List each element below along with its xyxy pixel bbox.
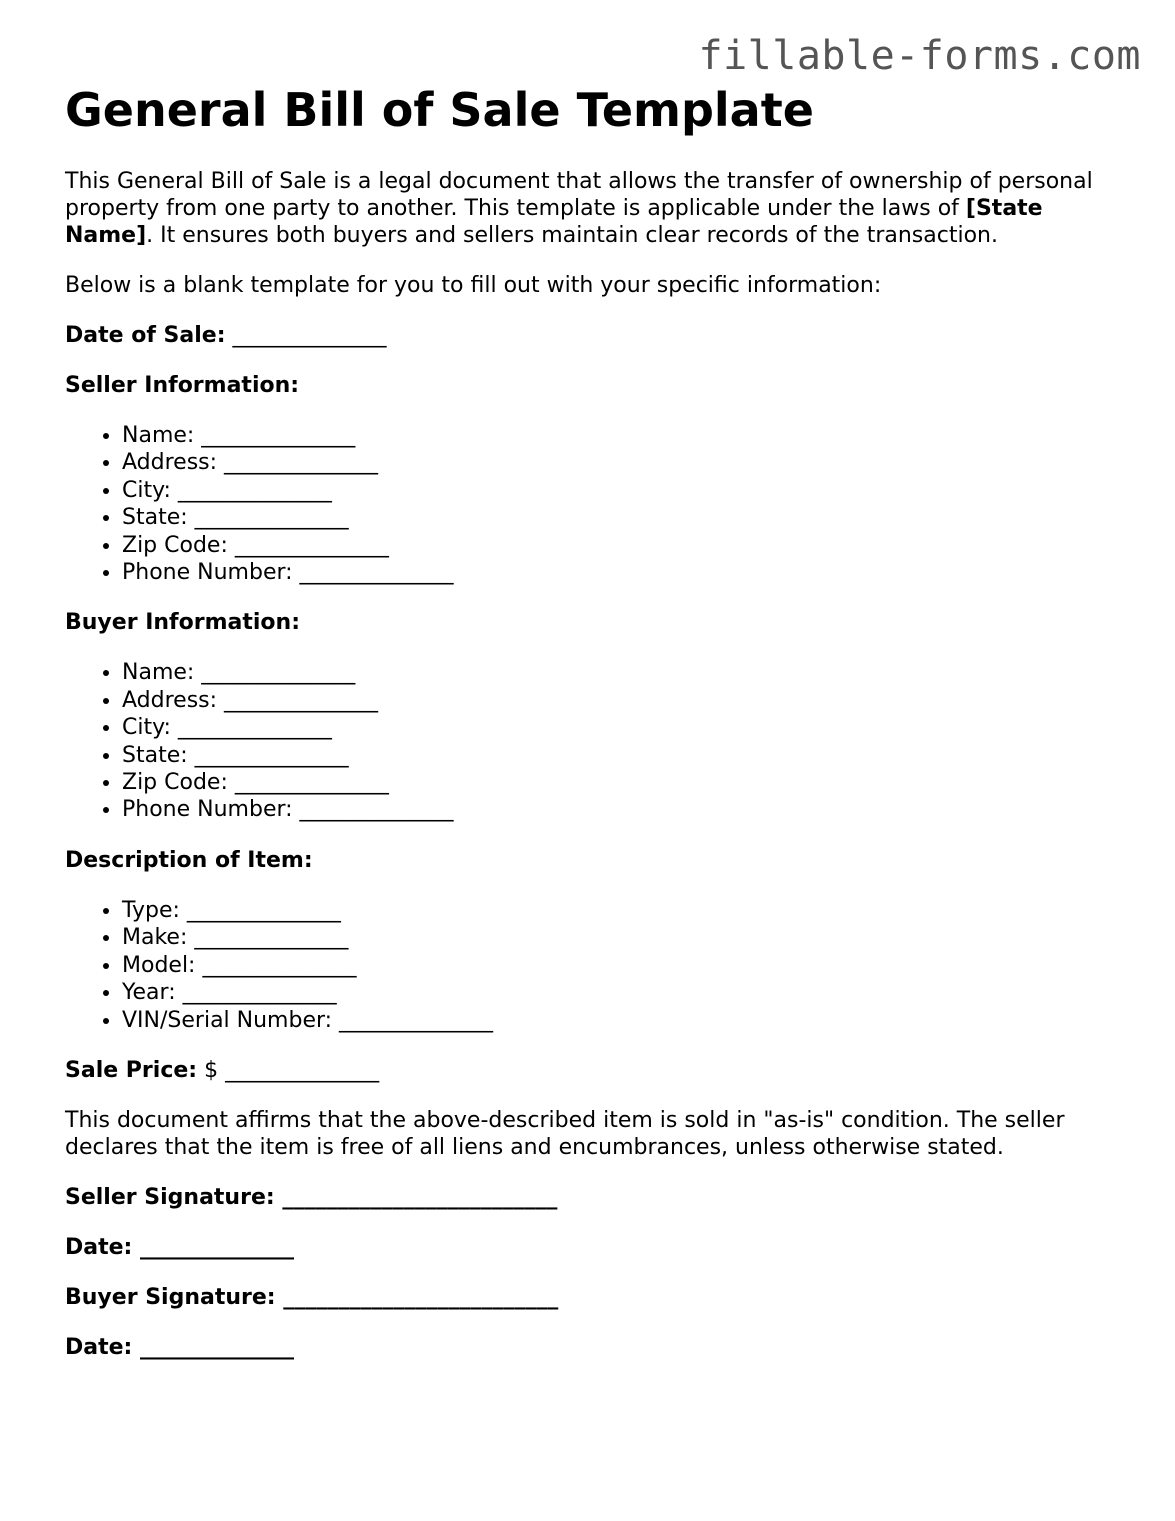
- buyer-signature-line: [65, 1284, 1125, 1311]
- item-heading: Description of Item:: [65, 847, 313, 873]
- instructions-text: Below is a blank template for you to fill out with your specific information:: [65, 273, 882, 298]
- date-of-sale-label: Date of Sale:: [65, 323, 226, 348]
- buyer-signature-label: Buyer Signature:: [65, 1284, 276, 1310]
- buyer-signature-blank[interactable]: _________________________: [283, 1284, 559, 1310]
- seller-zip-field[interactable]: • Zip Code: ______________: [122, 532, 1125, 559]
- seller-date-blank[interactable]: ______________: [140, 1234, 295, 1260]
- buyer-date-line: [65, 1334, 1125, 1361]
- seller-signature-line: [65, 1184, 1125, 1211]
- buyer-name-field[interactable]: • Name: ______________: [122, 659, 1125, 686]
- state-name-placeholder: [State Name]: [65, 196, 1043, 248]
- seller-city-field[interactable]: • City: ______________: [122, 477, 1125, 504]
- buyer-heading: Buyer Information:: [65, 610, 300, 636]
- seller-heading: Seller Information:: [65, 373, 300, 398]
- item-fields-list: [65, 897, 1125, 1034]
- buyer-state-field[interactable]: • State: ______________: [122, 742, 1125, 769]
- buyer-zip-field[interactable]: • Zip Code: ______________: [122, 769, 1125, 796]
- item-year-field[interactable]: • Year: ______________: [122, 979, 1125, 1006]
- buyer-address-field[interactable]: • Address: ______________: [122, 687, 1125, 714]
- item-model-field[interactable]: • Model: ______________: [122, 952, 1125, 979]
- buyer-city-field[interactable]: • City: ______________: [122, 714, 1125, 741]
- sale-price-blank[interactable]: $ ______________: [204, 1057, 380, 1083]
- seller-state-field[interactable]: • State: ______________: [122, 504, 1125, 531]
- seller-date-label: Date:: [65, 1234, 133, 1260]
- seller-address-field[interactable]: • Address: ______________: [122, 449, 1125, 476]
- date-of-sale-blank[interactable]: ______________: [232, 323, 387, 348]
- seller-date-line: [65, 1234, 1125, 1261]
- intro-text-1: This General Bill of Sale is a legal document that allows the transfer of ownership of personal property from one party to another. This template is applicable under the laws of: [65, 169, 1093, 221]
- seller-signature-label: Seller Signature:: [65, 1184, 275, 1210]
- intro-text-2: . It ensures both buyers and sellers maintain clear records of the transaction.: [146, 223, 998, 248]
- seller-fields-list: [65, 422, 1125, 586]
- page-title: General Bill of Sale Template: [65, 83, 814, 137]
- intro-paragraph: [65, 168, 1125, 249]
- sale-price-line: [65, 1057, 1125, 1084]
- seller-signature-blank[interactable]: _________________________: [282, 1184, 558, 1210]
- affirmation-paragraph: This document affirms that the above-described item is sold in "as-is" condition. The seller declares that the item is free of all liens and encumbrances, unless otherwise stated.: [65, 1107, 1065, 1160]
- item-vin-field[interactable]: • VIN/Serial Number: ______________: [122, 1007, 1125, 1034]
- buyer-date-blank[interactable]: ______________: [140, 1334, 295, 1360]
- document: [65, 82, 1125, 1384]
- buyer-date-label: Date:: [65, 1334, 133, 1360]
- item-make-field[interactable]: • Make: ______________: [122, 924, 1125, 951]
- date-of-sale-line: [65, 322, 1125, 349]
- item-type-field[interactable]: • Type: ______________: [122, 897, 1125, 924]
- sale-price-label: Sale Price:: [65, 1057, 198, 1083]
- seller-phone-field[interactable]: • Phone Number: ______________: [122, 559, 1125, 586]
- watermark: fillable-forms.com: [698, 33, 1141, 79]
- buyer-phone-field[interactable]: • Phone Number: ______________: [122, 796, 1125, 823]
- seller-name-field[interactable]: • Name: ______________: [122, 422, 1125, 449]
- buyer-fields-list: [65, 659, 1125, 823]
